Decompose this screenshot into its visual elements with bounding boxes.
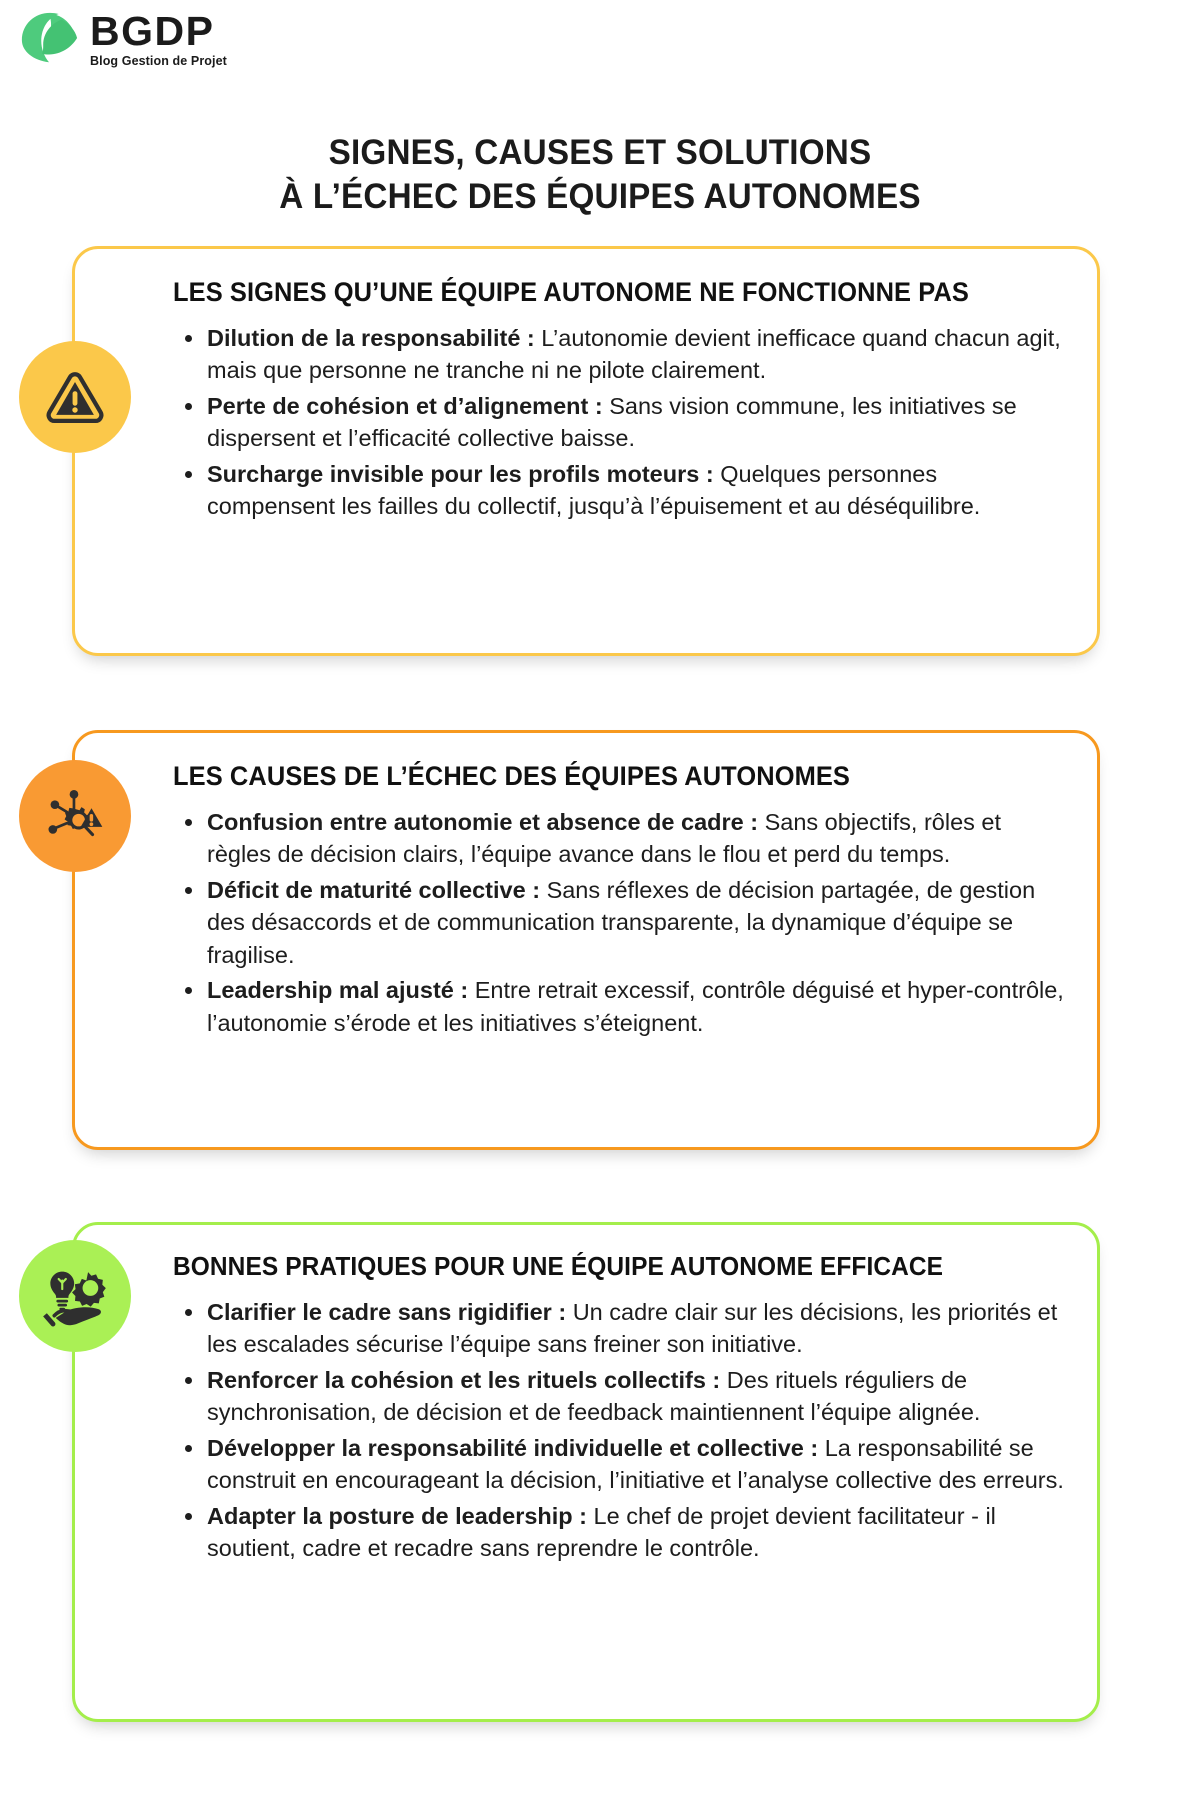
warning-triangle-icon [19,341,131,453]
page-title-line-1: SIGNES, CAUSES ET SOLUTIONS [328,133,872,173]
page-title [30,131,1170,218]
bullet-lead: Adapter la posture de leadership : [207,1502,588,1529]
card-bonnes-pratiques-bullet-list [163,1296,1067,1564]
card-causes-heading: LES CAUSES DE L’ÉCHEC DES ÉQUIPES AUTONOMES [173,761,851,791]
bullet-lead: Clarifier le cadre sans rigidifier : [207,1299,567,1325]
list-item [207,390,1067,455]
list-item [207,1296,1067,1361]
bullet-lead: Leadership mal ajusté : [207,977,469,1004]
bullet-lead: Renforcer la cohésion et les rituels collectifs : [207,1366,721,1393]
brand-tagline: Blog Gestion de Projet [90,53,227,68]
list-item [207,874,1067,971]
bullet-lead: Surcharge invisible pour les profils moteurs : [207,460,714,487]
brand-name: BGDP [90,7,215,54]
bullet-body: Sans vision commune, les initiatives se dispersent et l’efficacité collective baisse. [207,392,1017,452]
bullet-body: Sans réflexes de décision partagée, de gestion des désaccords et de communication transparente, la dynamique d’équipe se fragilise. [207,876,1036,968]
bullet-lead: Développer la responsabilité individuelle et collective : [207,1434,819,1461]
bullet-body: Sans objectifs, rôles et règles de décision clairs, l’équipe avance dans le flou et perd du temps. [207,809,1002,868]
brand-logo [18,8,227,70]
bullet-body: La responsabilité se construit en encourageant la décision, l’initiative et l’analyse collective des erreurs. [207,1434,1064,1494]
bullet-body: Des rituels réguliers de synchronisation, de décision et de feedback maintiennent l’équipe alignée. [207,1366,981,1426]
bullet-lead: Dilution de la responsabilité : [207,325,535,351]
list-item [207,322,1067,387]
page-title-line-2: À L’ÉCHEC DES ÉQUIPES AUTONOMES [279,176,921,216]
bullet-body: Quelques personnes compensent les failles du collectif, jusqu’à l’épuisement et au déséquilibre. [207,460,981,520]
card-signes-heading: LES SIGNES QU’UNE ÉQUIPE AUTONOME NE FONCTIONNE PAS [173,277,969,307]
card-signes-bullet-list [163,322,1067,523]
bullet-body: Le chef de projet devient facilitateur - il soutient, cadre et recadre sans reprendre le contrôle. [207,1502,996,1561]
card-bonnes-pratiques-heading: BONNES PRATIQUES POUR UNE ÉQUIPE AUTONOME EFFICACE [173,1253,944,1281]
list-item [207,458,1067,523]
root-cause-gear-icon [19,760,131,872]
bullet-lead: Perte de cohésion et d’alignement : [207,392,603,419]
card-bonnes-pratiques [72,1222,1100,1722]
card-causes-bullet-list [163,806,1067,1039]
bullet-body: Entre retrait excessif, contrôle déguisé et hyper-contrôle, l’autonomie s’érode et les initiatives s’éteignent. [207,977,1064,1036]
card-causes [72,730,1100,1150]
list-item [207,1364,1067,1429]
leaf-logo-icon [18,8,80,70]
list-item [207,1500,1067,1565]
bullet-lead: Confusion entre autonomie et absence de cadre : [207,809,759,835]
bullet-body: Un cadre clair sur les décisions, les priorités et les escalades sécurise l’équipe sans freiner son initiative. [207,1299,1058,1358]
list-item [207,806,1067,871]
bullet-lead: Déficit de maturité collective : [207,876,541,903]
list-item [207,1432,1067,1497]
hand-lightbulb-gear-icon [19,1240,131,1352]
card-signes [72,246,1100,656]
list-item [207,974,1067,1039]
bullet-body: L’autonomie devient inefficace quand chacun agit, mais que personne ne tranche ni ne pilote clairement. [207,325,1061,384]
